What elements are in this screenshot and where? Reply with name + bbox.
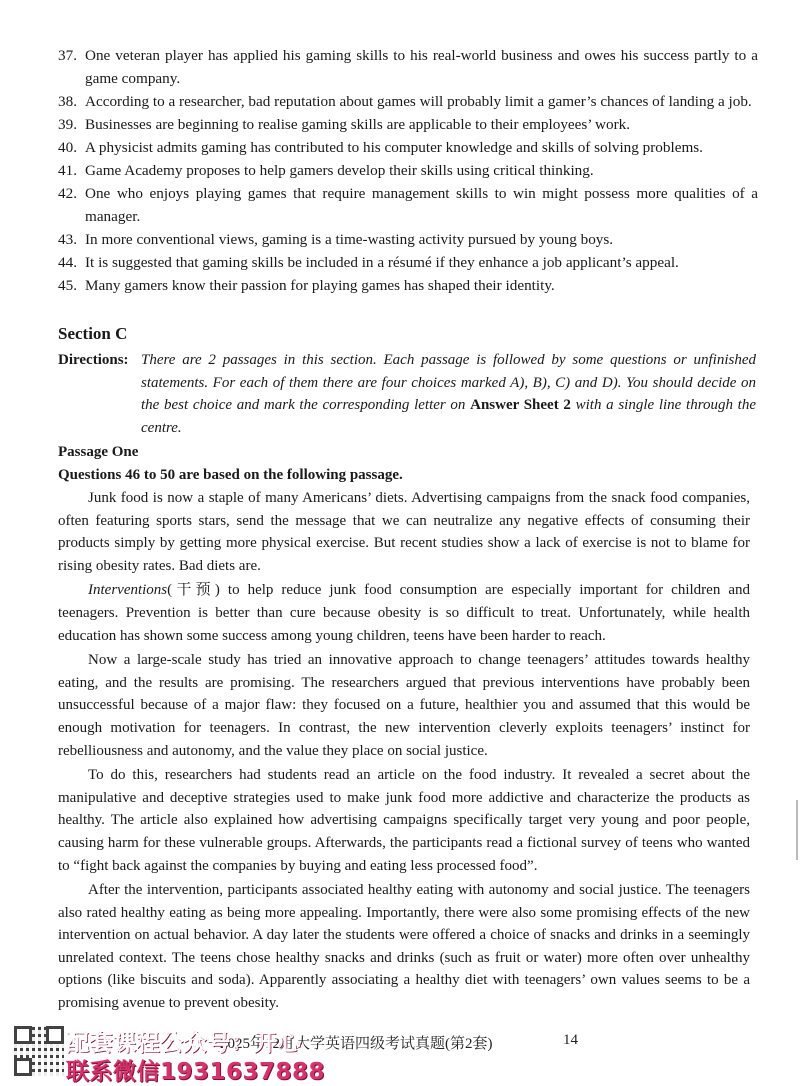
statement-item (58, 44, 758, 90)
statement-item (58, 159, 758, 182)
statement-text: Many gamers know their passion for playing games has shaped their identity. (85, 277, 555, 294)
statement-item (58, 251, 758, 274)
paragraph-2-gloss: (干预) (167, 582, 220, 599)
statement-number: 38. (58, 93, 77, 110)
statement-number: 44. (58, 254, 77, 271)
statement-text: In more conventional views, gaming is a time-wasting activity pursued by young boys. (85, 231, 614, 248)
statement-item (58, 113, 758, 136)
statement-list (58, 44, 758, 297)
page-footer (0, 1022, 800, 1084)
paragraph-4: To do this, researchers had students read an article on the food industry. It revealed a secret about the manipulative and deceptive strategies used to make junk food more addictive and characterize the products as healthy. The article also explained how advertising campaigns specifically target very young and poor people, causing harm for these vulnerable groups. Afterwards, the participants read a fictional survey of teens who wanted to “fight back against the companies by buying and eating less processed food”. (58, 767, 750, 874)
passage-title: Passage One (58, 444, 139, 460)
statement-item (58, 182, 758, 228)
directions-text (141, 349, 756, 439)
statement-text: According to a researcher, bad reputation about games will probably limit a gamer’s chances of landing a job. (85, 93, 752, 110)
paragraph-5: After the intervention, participants associated healthy eating with autonomy and social justice. The teenagers also rated healthy eating as being more appealing. Importantly, there were also some promising effects of the new intervention on actual behavior. A day later the students were offered a choice of snacks and drinks in a seemingly unrelated context. The teens chose healthy snacks and drinks (such as fruit or water) more often over unhealthy options (like biscuits and soda). Apparently associating a healthy diet with teenagers’ own values seems to be a promising avenue to prevent obesity. (58, 882, 750, 1012)
statement-text: Game Academy proposes to help gamers develop their skills using critical thinking. (85, 162, 594, 179)
statement-text: One who enjoys playing games that require management skills to win might possess more qualities of a manager. (85, 185, 758, 225)
directions-label: Directions: (58, 352, 129, 368)
statement-text: A physicist admits gaming has contributed to his computer knowledge and skills of solving problems. (85, 139, 703, 156)
statement-number: 40. (58, 139, 77, 156)
watermark-line-2: 联系微信1931637888 (66, 1059, 326, 1085)
statement-text: One veteran player has applied his gaming skills to his real-world business and owes his success partly to a game company. (85, 47, 758, 87)
statement-item (58, 90, 758, 113)
section-title: Section C (58, 324, 128, 343)
paragraph-2-term: Interventions (88, 582, 168, 599)
statement-number: 39. (58, 116, 77, 133)
directions-block (58, 349, 756, 439)
qr-code-icon (14, 1026, 64, 1076)
passage-intro: Questions 46 to 50 are based on the following passage. (58, 467, 403, 483)
directions-part1: There are 2 passages in this section. Each passage is followed by some questions or unfinished statements. For each of them there are four choices marked A), B), C) and D). You should decide on the best choice and mark the corresponding letter on (141, 352, 756, 413)
page-number: 14 (563, 1032, 578, 1048)
passage-body (58, 487, 750, 1017)
directions-answer-sheet: Answer Sheet 2 (470, 397, 571, 413)
statement-number: 41. (58, 162, 77, 179)
directions-part2: with a single line through the centre. (141, 397, 757, 436)
statement-number: 42. (58, 185, 77, 202)
statement-item (58, 274, 758, 297)
statement-text: Businesses are beginning to realise gaming skills are applicable to their employees’ work. (85, 116, 631, 133)
statement-number: 45. (58, 277, 77, 294)
paragraph-1: Junk food is now a staple of many Americans’ diets. Advertising campaigns from the snack food companies, often featuring sports stars, send the message that we can neutralize any negative effects of consuming their products simply by getting more physical exercise. But recent studies show a lack of exercise is not to blame for rising obesity rates. Bad diets are. (58, 490, 750, 574)
watermark-line-1: 配套课程公众号：开心 (66, 1030, 301, 1056)
paragraph-3: Now a large-scale study has tried an innovative approach to change teenagers’ attitudes towards healthy eating, and the results are promising. The researchers argued that previous interventions have probably been unsuccessful because of a major flaw: they focused on a future, healthier you and assumed that this would be enough motivation for teenagers. In contrast, the new intervention cleverly exploits teenagers’ instinct for rebelliousness and autonomy, and the value they place on social justice. (58, 652, 750, 759)
paragraph-2 (58, 579, 750, 647)
statement-number: 37. (58, 47, 77, 64)
scan-edge-mark (796, 800, 798, 860)
footer-title: 2025年12月大学英语四级考试真题(第2套) (220, 1036, 493, 1052)
paragraph-2-rest: to help reduce junk food consumption are especially important for children and teenagers. Prevention is better than cure because obesity is so difficult to treat. Unfortunately, while health education has shown some success among young children, teens have been harder to reach. (58, 582, 750, 644)
statement-item (58, 136, 758, 159)
statement-text: It is suggested that gaming skills be included in a résumé if they enhance a job applicant’s appeal. (85, 254, 679, 271)
statement-number: 43. (58, 231, 77, 248)
statement-item (58, 228, 758, 251)
